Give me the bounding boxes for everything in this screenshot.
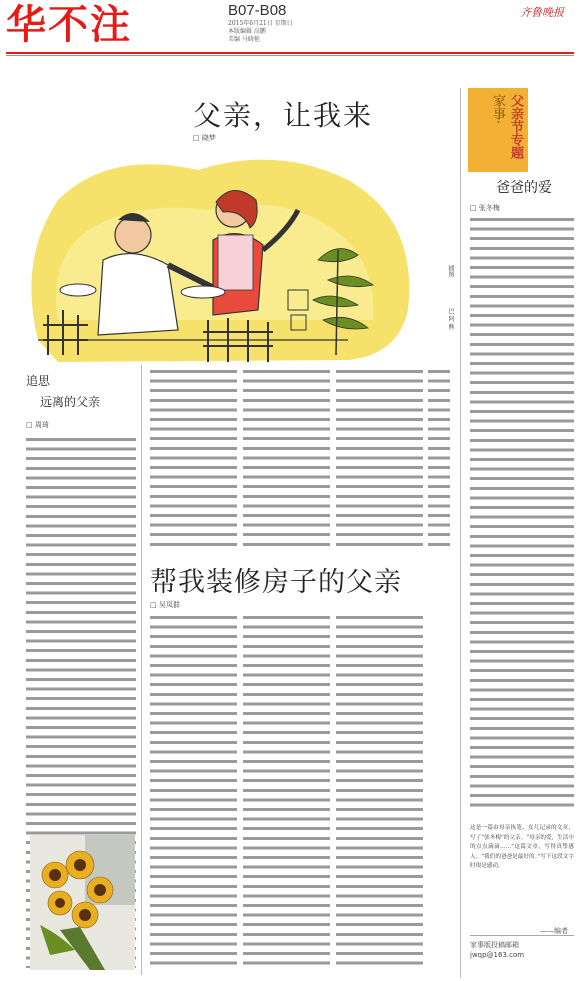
sidebar-divider <box>460 88 461 978</box>
side-article-body <box>470 216 574 808</box>
issue-date: 2015年6月21日 星期日 <box>228 20 293 27</box>
illustration-artist: 巴 阿 熊 <box>447 308 454 330</box>
left-article-title-line1: 追思 <box>26 374 51 388</box>
second-article-body-col3 <box>336 614 423 969</box>
side-article-title: 爸爸的爱 <box>496 180 552 196</box>
main-article-body-col3 <box>336 368 423 548</box>
special-topic-tag <box>468 88 528 172</box>
special-topic-label: 家事· <box>490 94 505 125</box>
main-article-body-col2 <box>243 368 330 548</box>
main-article-body-col4 <box>428 368 450 548</box>
special-topic-name: 父亲节专题 <box>508 94 523 159</box>
second-article-body-col1 <box>150 614 237 969</box>
page-numbers: B07-B08 <box>228 2 287 19</box>
side-article-byline: □ 张冬梅 <box>470 204 500 212</box>
issue-editor: 本版编辑 高鹏 <box>228 28 266 35</box>
father-daughter-illustration <box>18 140 433 365</box>
left-article-byline: □ 周琦 <box>26 421 49 429</box>
column-divider <box>141 365 142 975</box>
contact-label: 家事版投稿邮箱 <box>470 941 519 949</box>
second-article-title: 帮我装修房子的父亲 <box>150 567 402 598</box>
contact-email: jwqp@163.com <box>470 951 525 959</box>
editor-note: 这是一篇由母亲执笔、女儿记录的文章，写了“张冬梅”的父亲。“母亲的爱，生活中的点点滴滴……”这篇文章，写得真挚感人。“我们的爸爸是最好的。”写下这段文字时很是感动。 <box>470 825 574 870</box>
left-article-title-line2: 远离的父亲 <box>40 395 101 409</box>
newspaper-logo: 齐鲁晚报 <box>520 6 564 19</box>
main-article-byline: □ 晓梦 <box>193 134 216 142</box>
header-rule <box>6 52 574 54</box>
main-article-title: 父亲，让我来 <box>193 99 374 132</box>
side-article-sign: ——编者 <box>540 927 568 935</box>
section-masthead <box>6 2 156 52</box>
second-article-byline: □ 吴凤群 <box>150 601 180 609</box>
section-name: 华不注 <box>6 2 132 48</box>
header-thin-rule <box>6 55 574 56</box>
second-article-body-col2 <box>243 614 330 969</box>
issue-designer: 美编 马晓艳 <box>228 36 260 43</box>
illustration-credit-label: 插图 <box>447 265 454 277</box>
sunflower-photo <box>30 835 135 970</box>
main-article-body-col1 <box>150 368 237 548</box>
issue-meta <box>228 20 348 44</box>
contact-rule <box>470 935 574 936</box>
